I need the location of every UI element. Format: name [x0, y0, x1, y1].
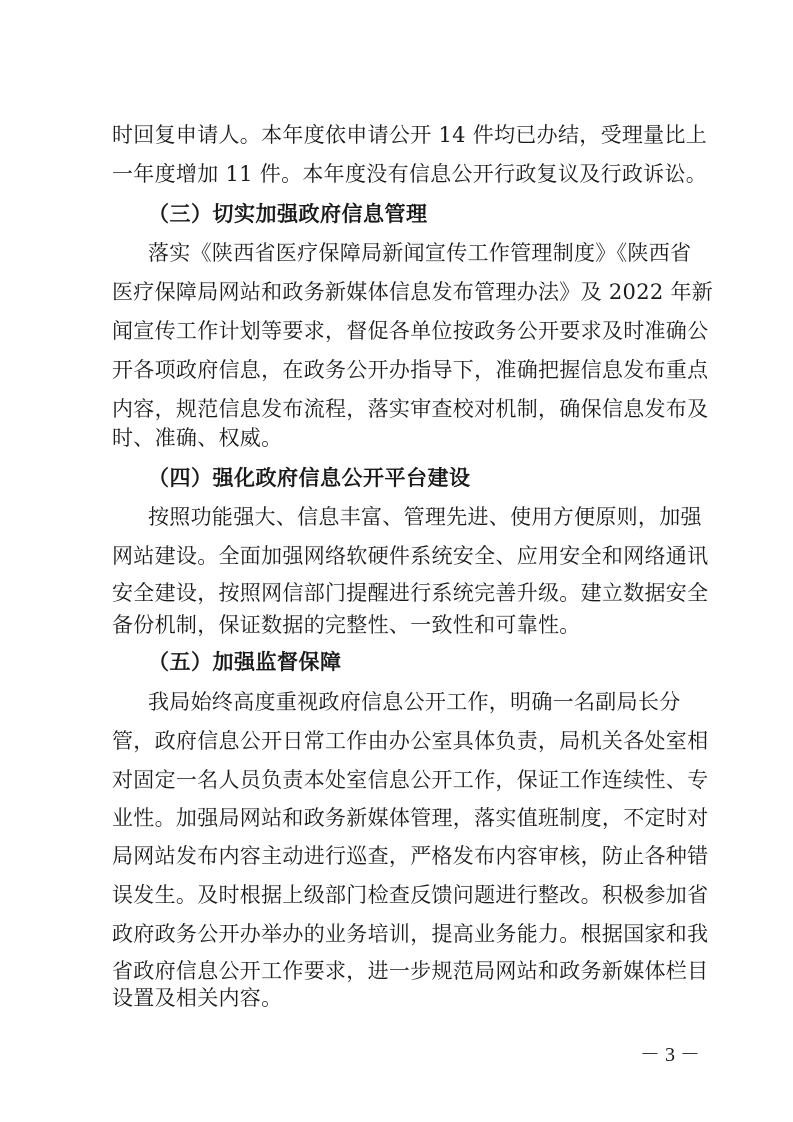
paragraph-line: 按照功能强大、信息丰富、管理先进、使用方便原则，加强 [148, 505, 702, 529]
paragraph-line: 省政府信息公开工作要求，进一步规范局网站和政务新媒体栏目 [112, 959, 709, 983]
paragraph-line: 网站建设。全面加强网络软硬件系统安全、应用安全和网络通讯 [112, 544, 709, 568]
paragraph-line: 医疗保障局网站和政务新媒体信息发布管理办法》及 2022 年新 [112, 280, 714, 304]
paragraph-line: 闻宣传工作计划等要求，督促各单位按政务公开要求及时准确公 [112, 319, 709, 343]
paragraph-line: 局网站发布内容主动进行巡查，严格发布内容审核，防止各种错 [112, 844, 709, 868]
paragraph-line: 开各项政府信息，在政务公开办指导下，准确把握信息发布重点 [112, 358, 709, 382]
paragraph-line: 备份机制，保证数据的完整性、一致性和可靠性。 [112, 613, 581, 637]
paragraph-line: 一年度增加 11 件。本年度没有信息公开行政复议及行政诉讼。 [112, 162, 708, 186]
paragraph-line: 对固定一名人员负责本处室信息公开工作，保证工作连续性、专 [112, 768, 709, 792]
paragraph-line: 设置及相关内容。 [112, 986, 283, 1010]
paragraph-line: 管，政府信息公开日常工作由办公室具体负责，局机关各处室相 [112, 729, 709, 753]
paragraph-line: 时回复申请人。本年度依申请公开 14 件均已办结，受理量比上 [112, 123, 708, 147]
section-heading-5: （五）加强监督保障 [148, 650, 342, 674]
section-heading-4: （四）强化政府信息公开平台建设 [148, 466, 471, 490]
page-number: － 3 － [640, 1044, 700, 1066]
paragraph-line: 政府政务公开办举办的业务培训，提高业务能力。根据国家和我 [112, 922, 709, 946]
paragraph-line: 落实《陕西省医疗保障局新闻宣传工作管理制度》《陕西省 [148, 241, 692, 265]
paragraph-line: 误发生。及时根据上级部门检查反馈问题进行整改。积极参加省 [112, 883, 709, 907]
paragraph-line: 内容，规范信息发布流程，落实审查校对机制，确保信息发布及 [112, 397, 709, 421]
paragraph-line: 时、准确、权威。 [112, 426, 283, 450]
paragraph-line: 我局始终高度重视政府信息公开工作，明确一名副局长分 [148, 690, 681, 714]
paragraph-line: 安全建设，按照网信部门提醒进行系统完善升级。建立数据安全 [112, 581, 709, 605]
section-heading-3: （三）切实加强政府信息管理 [148, 202, 428, 226]
paragraph-line: 业性。加强局网站和政务新媒体管理，落实值班制度，不定时对 [112, 806, 709, 830]
